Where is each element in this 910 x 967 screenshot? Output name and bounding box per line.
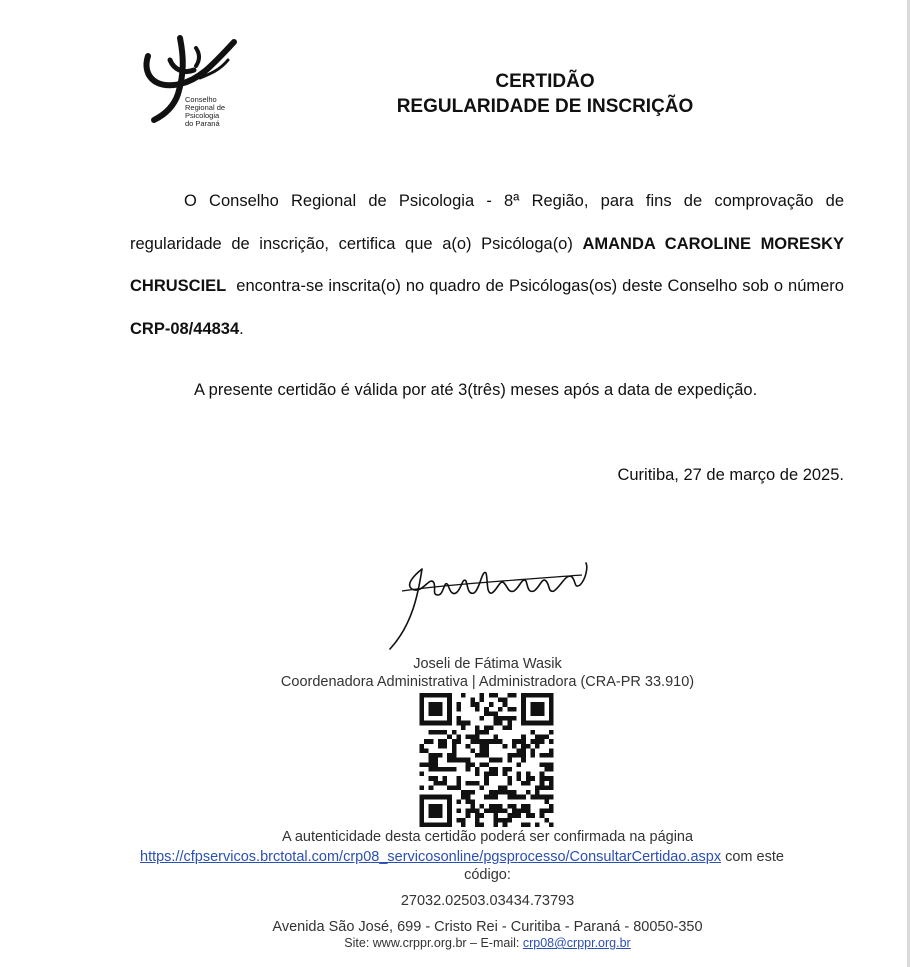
logo-wordmark (185, 96, 245, 128)
signature-icon (382, 555, 597, 655)
signer-role: Coordenadora Administrativa | Administradora (CRA-PR 33.910) (280, 674, 695, 690)
document-title: CERTIDÃO (495, 71, 595, 92)
authentication-code-label: código: (464, 867, 511, 883)
body-end: . (239, 319, 244, 338)
logo-line: Conselho (185, 95, 217, 104)
document-subtitle: REGULARIDADE DE INSCRIÇÃO (396, 96, 694, 117)
psychologist-name: AMANDA CAROLINE MORESKY CHRUSCIEL (130, 234, 844, 295)
footer-site: Site: www.crppr.org.br – E-mail: (344, 936, 523, 950)
qr-modules (420, 693, 554, 827)
certificate-body (130, 180, 849, 350)
authentication-after-url: com este (721, 849, 784, 865)
authentication-url-line (140, 849, 784, 865)
validity-statement: A presente certidão é válida por até 3(três) meses após a data de expedição. (194, 381, 758, 399)
qr-code-icon (418, 693, 555, 827)
body-middle: encontra-se inscrita(o) no quadro de Psicólogas(os) deste Conselho sob o número (226, 277, 849, 295)
body-intro: O Conselho Regional de Psicologia - 8ª Região, para fins de comprovação de regularidade de inscrição, certifica que a(o) Psicóloga(o) (130, 192, 844, 253)
signer-name: Joseli de Fátima Wasik (413, 656, 562, 672)
registration-number: CRP-08/44834 (130, 319, 240, 338)
footer-contact (0, 936, 910, 950)
authentication-text: A autenticidade desta certidão poderá ser confirmada na página (281, 829, 694, 845)
issue-date: Curitiba, 27 de março de 2025. (617, 466, 844, 484)
logo-line: Regional de (185, 103, 226, 112)
authentication-code: 27032.02503.03434.73793 (400, 893, 575, 909)
authentication-link[interactable]: https://cfpservicos.brctotal.com/crp08_servicosonline/pgsprocesso/ConsultarCertidao.aspx (140, 849, 722, 865)
logo-line: do Paraná (185, 119, 220, 128)
footer-address: Avenida São José, 699 - Cristo Rei - Curitiba - Paraná - 80050-350 (272, 919, 703, 935)
footer-email-link[interactable]: crp08@crppr.org.br (522, 936, 631, 950)
logo-line: Psicologia (185, 111, 220, 120)
